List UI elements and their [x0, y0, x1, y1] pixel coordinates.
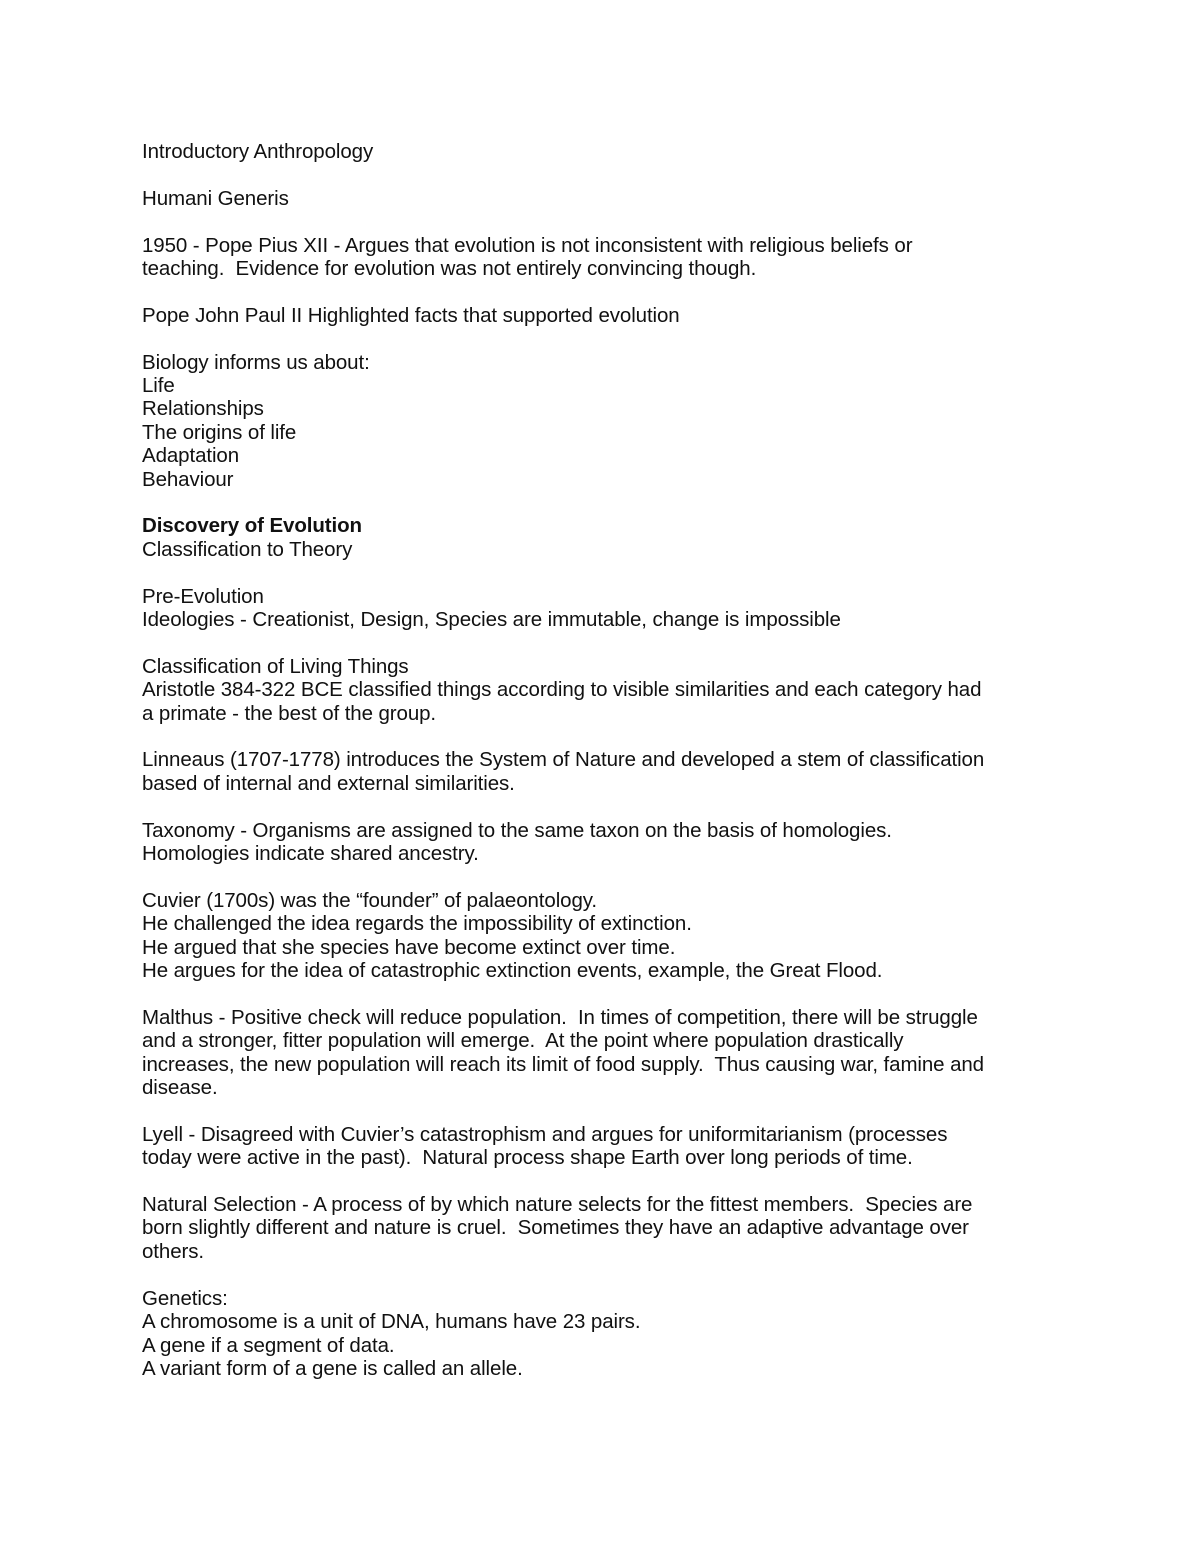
paragraph-gap [142, 865, 1082, 888]
paragraph [142, 514, 1082, 561]
paragraph [142, 1123, 1082, 1170]
text-line: Introductory Anthropology [142, 140, 374, 163]
paragraph [142, 1006, 1082, 1100]
text-line: 1950 - Pope Pius XII - Argues that evolution is not inconsistent with religious beliefs or [142, 233, 913, 257]
paragraph [142, 304, 1082, 327]
text-line: The origins of life [142, 420, 297, 444]
document-body [142, 140, 1082, 1380]
text-line: A chromosome is a unit of DNA, humans have 23 pairs. [142, 1310, 641, 1334]
text-line: teaching. Evidence for evolution was not entirely convincing though. [142, 257, 757, 280]
text-line: increases, the new population will reach its limit of food supply. Thus causing war, famine and [142, 1052, 984, 1076]
text-line: Cuvier (1700s) was the “founder” of palaeontology. [142, 888, 597, 912]
paragraph-gap [142, 1263, 1082, 1286]
section-heading: Discovery of Evolution [142, 514, 362, 538]
text-line: others. [142, 1239, 204, 1263]
paragraph-gap [142, 631, 1082, 654]
paragraph-gap [142, 1170, 1082, 1193]
paragraph-gap [142, 1099, 1082, 1122]
paragraph [142, 585, 1082, 632]
text-line: Genetics: [142, 1286, 228, 1310]
paragraph-gap [142, 561, 1082, 584]
text-line: Humani Generis [142, 186, 289, 210]
text-line: and a stronger, fitter population will emerge. At the point where population drastically [142, 1029, 904, 1053]
text-line: Pope John Paul II Highlighted facts that supported evolution [142, 303, 680, 327]
text-line: a primate - the best of the group. [142, 701, 437, 725]
text-line: Life [142, 374, 175, 397]
paragraph-gap [142, 327, 1082, 350]
paragraph-gap [142, 163, 1082, 186]
text-line: Linneaus (1707-1778) introduces the System of Nature and developed a stem of classification [142, 748, 985, 772]
text-line: Relationships [142, 397, 264, 421]
text-line: Adaptation [142, 444, 240, 468]
text-line: today were active in the past). Natural process shape Earth over long periods of time. [142, 1146, 913, 1170]
text-line: Natural Selection - A process of by which nature selects for the fittest members. Species are [142, 1193, 973, 1217]
paragraph-gap [142, 795, 1082, 818]
paragraph [142, 234, 1082, 281]
text-line: Taxonomy - Organisms are assigned to the same taxon on the basis of homologies. [142, 818, 892, 842]
paragraph [142, 819, 1082, 866]
text-line: He challenged the idea regards the impossibility of extinction. [142, 912, 692, 936]
text-line: Biology informs us about: [142, 350, 370, 374]
paragraph [142, 1193, 1082, 1263]
text-line: disease. [142, 1076, 218, 1100]
paragraph-gap [142, 210, 1082, 233]
paragraph-gap [142, 280, 1082, 303]
paragraph [142, 655, 1082, 725]
paragraph [142, 140, 1082, 163]
text-line: born slightly different and nature is cruel. Sometimes they have an adaptive advantage over [142, 1216, 969, 1240]
text-line: Homologies indicate shared ancestry. [142, 842, 479, 866]
text-line: Behaviour [142, 467, 234, 491]
text-line: based of internal and external similarities. [142, 771, 515, 795]
text-line: Classification to Theory [142, 537, 353, 561]
text-line: A variant form of a gene is called an allele. [142, 1356, 523, 1380]
text-line: He argued that she species have become extinct over time. [142, 935, 676, 959]
text-line: Aristotle 384-322 BCE classified things according to visible similarities and each category had [142, 678, 982, 702]
text-line: He argues for the idea of catastrophic extinction events, example, the Great Flood. [142, 959, 883, 983]
text-line: Lyell - Disagreed with Cuvier’s catastrophism and argues for uniformitarianism (processes [142, 1122, 948, 1146]
paragraph [142, 748, 1082, 795]
paragraph [142, 351, 1082, 491]
paragraph [142, 187, 1082, 210]
text-line: Pre-Evolution [142, 584, 264, 608]
paragraph-gap [142, 982, 1082, 1005]
text-line: Classification of Living Things [142, 654, 409, 678]
paragraph [142, 1287, 1082, 1381]
text-line: Ideologies - Creationist, Design, Species are immutable, change is impossible [142, 608, 841, 632]
paragraph-gap [142, 725, 1082, 748]
text-line: Malthus - Positive check will reduce population. In times of competition, there will be struggle [142, 1005, 978, 1029]
paragraph [142, 889, 1082, 983]
text-line: A gene if a segment of data. [142, 1333, 395, 1357]
paragraph-gap [142, 491, 1082, 514]
